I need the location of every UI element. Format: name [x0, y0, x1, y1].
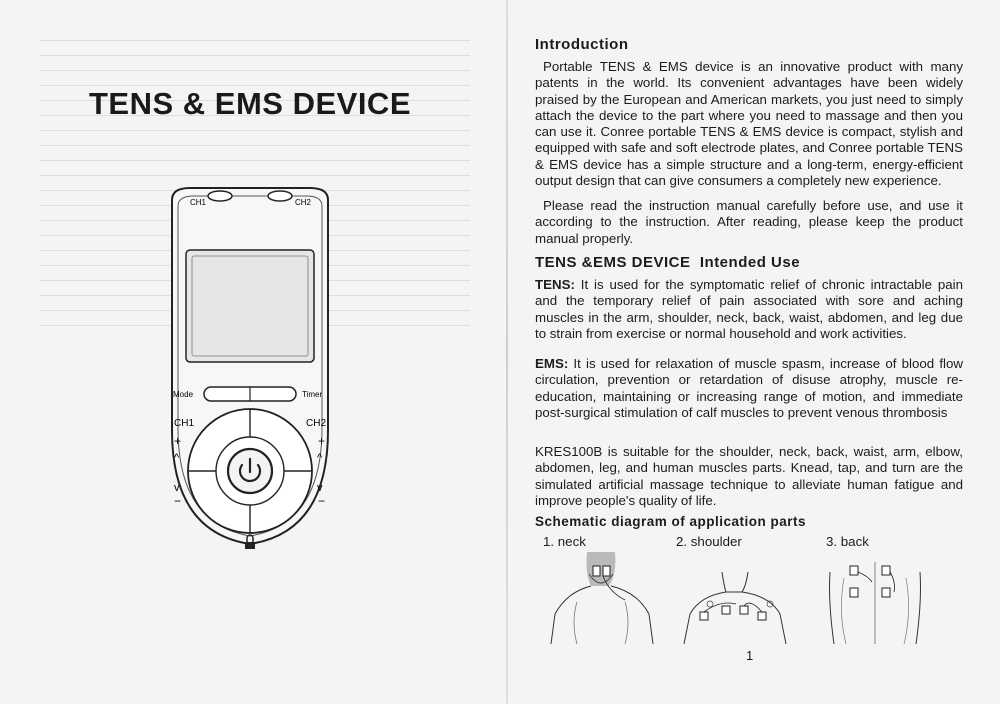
part-label-neck: 1. neck [543, 534, 586, 549]
kres100b-paragraph: KRES100B is suitable for the shoulder, neck, back, waist, arm, elbow, abdomen, leg, and human muscles parts. Knead, tap, and turn are the simulated artificial massage technique to alleviate human fatigue and improve people's quality of life. [535, 444, 963, 508]
ems-text: It is used for relaxation of muscle spasm, increase of blood flow circulation, prevention or retardation of disuse atrophy, muscle re-education, maintaining or increasing range of motion, and immediate post-surgical stimulation of calf muscles to prevent venous thrombosis [535, 356, 963, 420]
device-illustration [150, 180, 350, 550]
ch1-top-label: CH1 [190, 198, 207, 207]
ch2-top-label: CH2 [295, 198, 312, 207]
electrode-pad [882, 588, 890, 597]
part-label-back: 3. back [826, 534, 869, 549]
ch2-plus: + [318, 434, 326, 448]
ch1-up: ^ [174, 452, 180, 464]
ch1-down: v [174, 482, 180, 494]
neck-diagram [547, 552, 657, 644]
ch1-plus: + [174, 434, 182, 448]
ch2-down: v [317, 482, 323, 494]
introduction-heading: Introduction [535, 36, 629, 53]
electrode-pad [850, 588, 858, 597]
tens-paragraph [535, 277, 963, 342]
lcd-screen [186, 250, 314, 362]
timer-label: Timer [302, 390, 323, 399]
ems-label: EMS: [535, 356, 569, 371]
shoulder-diagram [680, 552, 790, 644]
page-gutter [506, 0, 508, 704]
ch1-port [208, 191, 232, 201]
part-label-shoulder: 2. shoulder [676, 534, 742, 549]
mode-label: Mode [173, 390, 194, 399]
electrode-pad [740, 606, 748, 614]
schematic-heading: Schematic diagram of application parts [535, 514, 807, 529]
ch1-minus: − [174, 494, 182, 508]
intended-use-heading: TENS &EMS DEVICE Intended Use [535, 254, 801, 271]
electrode-pad [722, 606, 730, 614]
ems-paragraph [535, 356, 963, 421]
electrode-pad [882, 566, 890, 575]
electrode-pad [593, 566, 600, 576]
ch2-up: ^ [317, 452, 323, 464]
back-diagram [820, 552, 930, 644]
electrode-pad [700, 612, 708, 620]
tens-text: It is used for the symptomatic relief of chronic intractable pain and the temporary relief of pain associated with sore and aching muscles in the arm, shoulder, neck, back, waist, abdomen, and leg due to strain from exercise or normal household and work activities. [535, 277, 963, 341]
read-manual-paragraph: Please read the instruction manual carefully before use, and use it according to the instruction. After reading, please keep the product manual properly. [535, 198, 963, 246]
device-title: TENS & EMS DEVICE [89, 86, 411, 121]
electrode-pad [850, 566, 858, 575]
ch2-port [268, 191, 292, 201]
introduction-paragraph: Portable TENS & EMS device is an innovative product with many patents in the world. Its convenient advantages have been widely praised by the European and American markets, you just need to simply attach the device to the part where you need to massage and then you can use it. Conree portable TENS & EMS device is compact, stylish and equipped with safe and soft electrode plates, and Conree portable TENS & EMS device has a simple structure and a long-term, energy-efficient output design that can give consumers a completely new experience. [535, 59, 963, 189]
tens-label: TENS: [535, 277, 575, 292]
ch1-label: CH1 [174, 418, 195, 429]
electrode-pad [758, 612, 766, 620]
page-number: 1 [746, 648, 754, 663]
ch2-minus: − [318, 494, 326, 508]
ch2-label: CH2 [306, 418, 327, 429]
electrode-pad [603, 566, 610, 576]
